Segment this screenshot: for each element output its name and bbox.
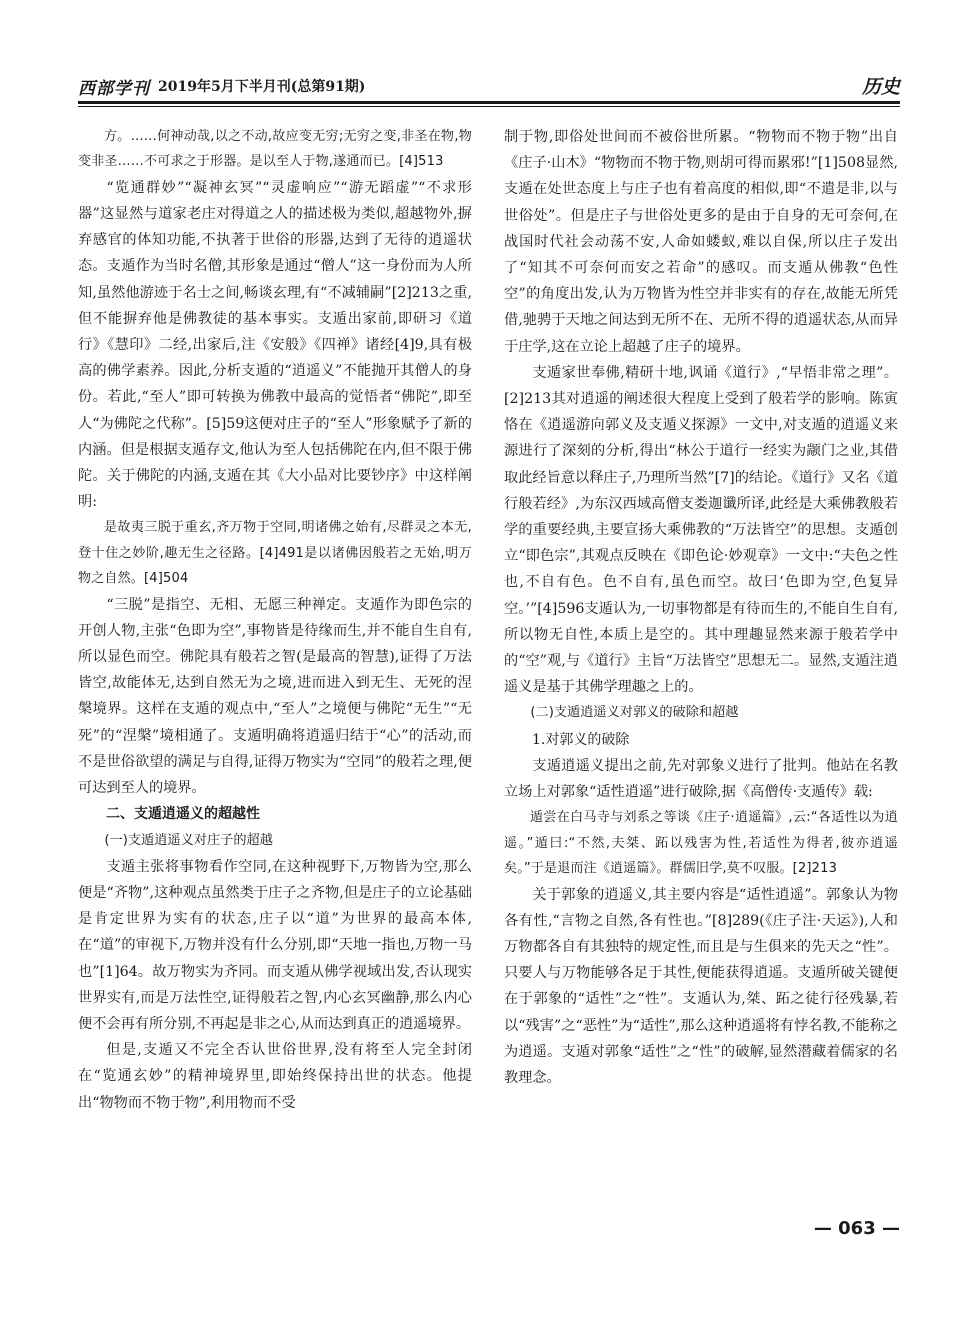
section-label: 历史: [861, 76, 900, 98]
paragraph: 但是,支遁又不完全否认世俗世界,没有将至人完全封闭在“览通玄妙”的精神境界里,即始终保持出世的状态。他提出“物物而不物于物”,利用物而不受: [78, 1042, 472, 1111]
journal-logo: 西部学刊: [78, 79, 150, 99]
header-rule-thin: [78, 106, 900, 107]
paragraph: 支遁家世奉佛,精研十地,讽诵《道行》,“早悟非常之理”。[2]213其对逍遥的阐述很大程度上受到了般若学的影响。陈寅恪在《逍遥游向郭义及支遁义探源》一文中,对支遁的逍遥义来源进行了深刻的分析,得出“林公于道行一经实为颛门之业,其借取此经旨意以释庄子,乃理所当然”[7]的结论。《道行》又名《道行般若经》,为东汉西域高僧支娄迦谶所译,此经是大乘佛教般若学的重要经典,主要宣扬大乘佛教的“万法皆空”的思想。支遁创立“即色宗”,其观点反映在《即色论·妙观章》一文中:“夫色之性也,不自有色。色不自有,虽色而空。故曰‘色即为空,色复异空。’”[4]596支遁认为,一切事物都是有待而生的,不能自生自有,所以物无自性,本质上是空的。其中理趣显然来源于般若学中的“空”观,与《道行》主旨“万法皆空”思想无二。显然,支遁注逍遥义是基于其佛学理趣之上的。: [504, 364, 898, 696]
paragraph: 制于物,即俗处世间而不被俗世所累。“物物而不物于物”出自《庄子·山木》“物物而不物于物,则胡可得而累邪!”[1]508显然,支遁在处世态度上与庄子也有着高度的相似,即“不遣是非,以与世俗处”。但是庄子与世俗处更多的是由于自身的无可奈何,在战国时代社会动荡不安,人命如蝼蚁,难以自保,所以庄子发出了“知其不可奈何而安之若命”的感叹。而支遁从佛教“色性空”的角度出发,认为万物皆为性空并非实有的存在,故能无所凭借,驰骋于天地之间达到无所不在、无所不得的逍遥状态,从而异于庄学,这在立论上超越了庄子的境界。: [504, 129, 898, 355]
paragraph: “三脱”是指空、无相、无愿三种禅定。支遁作为即色宗的开创人物,主张“色即为空”,事物皆是待缘而生,并不能自生自有,所以显色而空。佛陀具有般若之智(是最高的智慧),证得了万法皆空,故能体无,达到自然无为之境,进而进入到无生、无死的涅槃境界。这样在支遁的观点中,“至人”之境便与佛陀“无生”“无死”的“涅槃”境相通了。支遁明确将逍遥归结于“心”的活动,而不是世俗欲望的满足与自得,证得万物实为“空同”的般若之理,便可达到至人的境界。: [78, 596, 472, 797]
header-rule: [78, 101, 900, 104]
page-number: — 063 —: [813, 1218, 900, 1239]
section-heading: 二、支遁逍遥义的超越性: [106, 806, 260, 823]
paragraph: 支遁主张将事物看作空同,在这种视野下,万物皆为空,那么便是“齐物”,这种观点虽然类于庄子之齐物,但是庄子的立论基础是肯定世界为实有的状态,庄子以“道”为世界的最高本体,在“道”的审视下,万物并没有什么分别,即“天地一指也,万物一马也”[1]64。故万物实为齐同。而支遁从佛学视域出发,否认现实世界实有,而是万法性空,证得般若之智,内心玄冥幽静,那么内心便不会再有所分别,不再起是非之心,从而达到真正的逍遥境界。: [78, 858, 472, 1032]
left-column: [78, 124, 472, 1116]
section-heading: (二)支遁逍遥义对郭义的破除和超越: [530, 705, 739, 721]
paragraph: 支遁逍遥义提出之前,先对郭象义进行了批判。他站在名教立场上对郭象“适性逍遥”进行破除,据《高僧传·支遁传》载:: [504, 757, 898, 801]
paragraph: “览通群妙”“凝神玄冥”“灵虚响应”“游无蹈虚”“不求形器”这显然与道家老庄对得道之人的描述极为类似,超越物外,摒弃感官的体知功能,不执著于世俗的形器,达到了无待的逍遥状态。支遁作为当时名僧,其形象是通过“僧人”这一身份而为人所知,虽然他游迹于名士之间,畅谈玄理,有“不减辅嗣”[2]213之重,但不能摒弃他是佛教徒的基本事实。支遁出家前,即研习《道行》《慧印》二经,出家后,注《安般》《四禅》诸经[4]9,具有极高的佛学素养。因此,分析支遁的“逍遥义”不能抛开其僧人的身份。若此,“至人”即可转换为佛教中最高的觉悟者“佛陀”,即至人“为佛陀之代称”。[5]59这便对庄子的“至人”形象赋予了新的内涵。但是根据支遁存文,他认为至人包括佛陀在内,但不限于佛陀。关于佛陀的内涵,支遁在其《大小品对比要钞序》中这样阐明:: [78, 179, 472, 511]
block-quote: 遁尝在白马寺与刘系之等谈《庄子·逍遥篇》,云:“各适性以为逍遥。”遁曰:“不然,夫桀、跖以残害为性,若适性为得者,彼亦逍遥矣。”于是退而注《逍遥篇》。群儒旧学,莫不叹服。[2]213: [504, 810, 898, 877]
section-heading: (一)支遁逍遥义对庄子的超越: [104, 832, 273, 848]
section-heading: 1.对郭义的破除: [532, 731, 630, 748]
issue-info: 2019年5月下半月刊(总第91期): [158, 79, 366, 95]
paragraph: 关于郭象的逍遥义,其主要内容是“适性逍遥”。郭象认为物各有性,“言物之自然,各有性也。”[8]289(《庄子注·天运》),人和万物都各自有其独特的规定性,而且是与生俱来的先天之“性”。只要人与万物能够各足于其性,便能获得逍遥。支遁所破关键便在于郭象的“适性”之“性”。支遁认为,桀、跖之徒行径残暴,若以“残害”之“恶性”为“适性”,那么这种逍遥将有悖名教,不能称之为逍遥。支遁对郭象“适性”之“性”的破解,显然潜藏着儒家的名教理念。: [504, 886, 898, 1086]
block-quote: 是故夷三脱于重玄,齐万物于空同,明诸佛之始有,尽群灵之本无,登十住之妙阶,趣无生之径路。[4]491是以诸佛因般若之无始,明万物之自然。[4]504: [78, 520, 472, 587]
right-column: [504, 124, 898, 1091]
block-quote: 方。……何神动哉,以之不动,故应变无穷;无穷之变,非圣在物,物变非圣……不可求之于形器。是以至人于物,遂通而已。[4]513: [78, 129, 472, 170]
